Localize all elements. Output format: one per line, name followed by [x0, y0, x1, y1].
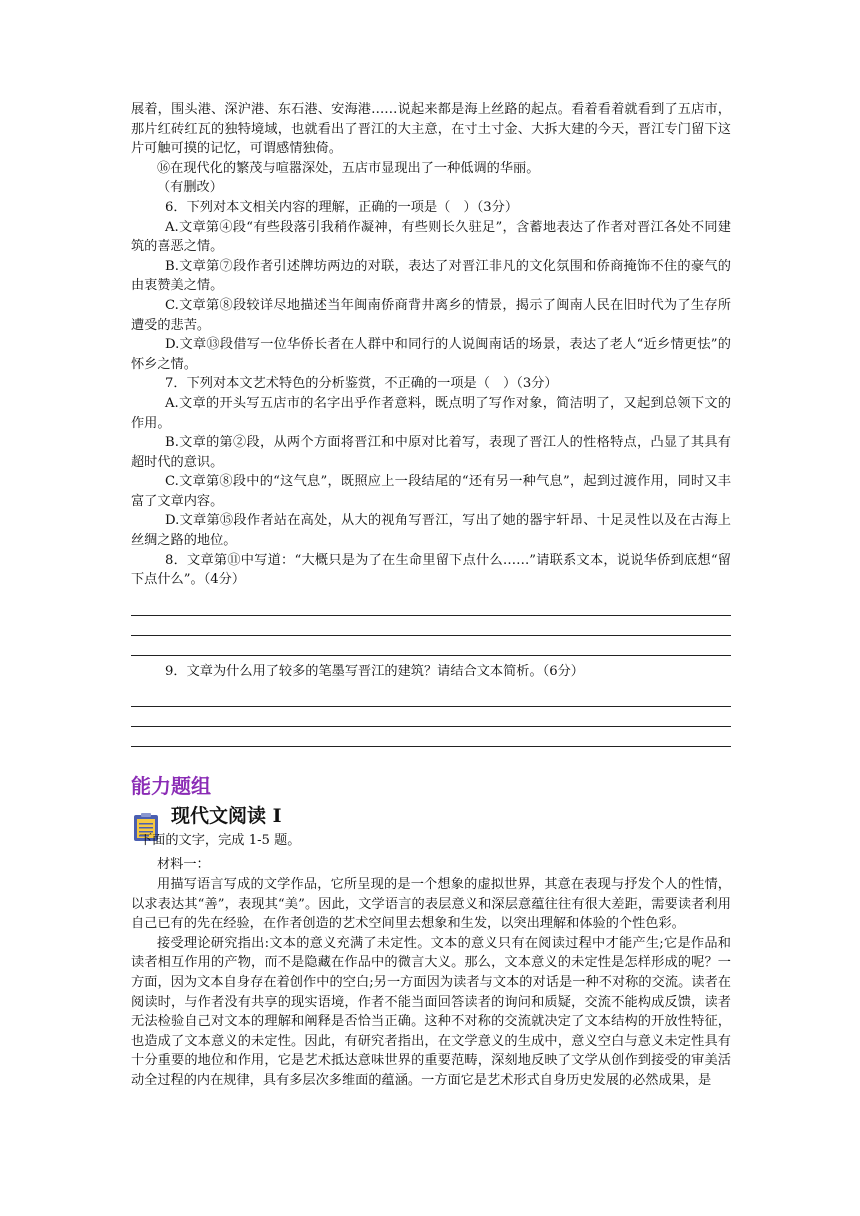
- question-7-option-a: A.文章的开头写五店市的名字出乎作者意料，既点明了写作对象，简洁明了，又起到总领下文的作用。: [131, 395, 731, 431]
- answer-line[interactable]: [131, 636, 731, 656]
- reading-instruction: 下面的文字，完成 1-5 题。: [139, 833, 301, 849]
- section-title: 能力题组: [131, 774, 211, 799]
- question-9-stem: 9．文章为什么用了较多的笔墨写晋江的建筑？请结合文本简析。（6分）: [165, 663, 584, 679]
- question-7-option-c: C.文章第⑧段中的“这气息”，既照应上一段结尾的“还有另一种气息”，起到过渡作用，同时又丰富了文章内容。: [131, 474, 731, 509]
- material-paragraph-2: 接受理论研究指出:文本的意义充满了未定性。文本的意义只有在阅读过程中才能产生;它是作品和读者相互作用的产物，而不是隐藏在作品中的微言大义。那么，文本意义的未定性是怎样形成的呢？一方面，因为文本自身存在着创作中的空白;另一方面因为读者与文本的对话是一种不对称的交流。读者在阅读时，与作者没有共享的现实语境，作者不能当面回答读者的询问和质疑，交流不能构成反馈，读者无法检验自己对文本的理解和阐释是否恰当正确。这种不对称的交流就决定了文本结构的开放性特征，也造成了文本意义的未定性。因此，有研究者指出，在文学意义的生成中，意义空白与意义未定性具有十分重要的地位和作用，它是艺术抵达意味世界的重要范畴，深刻地反映了文学从创作到接受的审美活动全过程的内在规律，具有多层次多维面的蕴涵。一方面它是艺术形式自身历史发展的必然成果，是: [131, 935, 731, 1088]
- document-page: [131, 100, 731, 1091]
- question-6-option-d: D.文章⑬段借写一位华侨长者在人群中和同行的人说闽南话的场景，表达了老人“近乡情更怯”的怀乡之情。: [131, 337, 731, 372]
- question-8-stem: 8．文章第⑪中写道：“大概只是为了在生命里留下点什么……”请联系文本，说说华侨到底想“留下点什么”。（4分）: [131, 552, 731, 588]
- question-6-option-b: B.文章第⑦段作者引述牌坊两边的对联，表达了对晋江非凡的文化氛围和侨商掩饰不住的豪气的由衷赞美之情。: [131, 258, 731, 294]
- question-6-option-a: A.文章第④段“有些段落引我稍作凝神，有些则长久驻足”，含蓄地表达了作者对晋江各处不同建筑的喜恶之情。: [131, 219, 731, 255]
- question-6-stem: 6．下列对本文相关内容的理解，正确的一项是（ ）（3分）: [165, 199, 519, 215]
- material-paragraph-1: 用描写语言写成的文学作品，它所呈现的是一个想象的虚拟世界，其意在表现与抒发个人的性情，以求表达其“善”，表现其“美”。因此，文学语言的表层意义和深层意蕴往往有很大差距，需要读者利用自己已有的先在经验，在作者创造的艺术空间里去想象和生发，以突出理解和体验的个性色彩。: [131, 877, 731, 932]
- reading-header: [131, 801, 731, 855]
- source-note: （有删改）: [157, 180, 223, 196]
- answer-line[interactable]: [131, 707, 731, 727]
- question-6-option-c: C.文章第⑧段较详尽地描述当年闽南侨商背井离乡的情景，揭示了闽南人民在旧时代为了生存所遭受的悲苦。: [131, 297, 731, 333]
- answer-line[interactable]: [131, 727, 731, 747]
- answer-line[interactable]: [131, 687, 731, 707]
- answer-line[interactable]: [131, 596, 731, 616]
- reading-title: 现代文阅读 I: [171, 805, 282, 828]
- question-9-answer-lines: [131, 687, 731, 747]
- question-7-option-b: B.文章的第②段，从两个方面将晋江和中原对比着写，表现了晋江人的性格特点，凸显了其具有超时代的意识。: [131, 435, 731, 470]
- intro-paragraph-2: ⑯在现代化的繁茂与喧嚣深处，五店市显现出了一种低调的华丽。: [157, 160, 540, 176]
- question-7-option-d: D.文章第⑮段作者站在高处，从大的视角写晋江，写出了她的器宇轩昂、十足灵性以及在古海上丝绸之路的地位。: [131, 513, 731, 549]
- question-8-answer-lines: [131, 596, 731, 656]
- material-label: 材料一：: [157, 857, 210, 873]
- question-7-stem: 7．下列对本文艺术特色的分析鉴赏，不正确的一项是（ ）（3分）: [165, 376, 558, 392]
- intro-paragraph-1: 展着，围头港、深沪港、东石港、安海港……说起来都是海上丝路的起点。看着看着就看到了五店市，那片红砖红瓦的独特境域，也就看出了晋江的大主意，在寸土寸金、大拆大建的今天，晋江专门留下这片可触可摸的记忆，可谓感情独倚。: [131, 102, 731, 157]
- answer-line[interactable]: [131, 616, 731, 636]
